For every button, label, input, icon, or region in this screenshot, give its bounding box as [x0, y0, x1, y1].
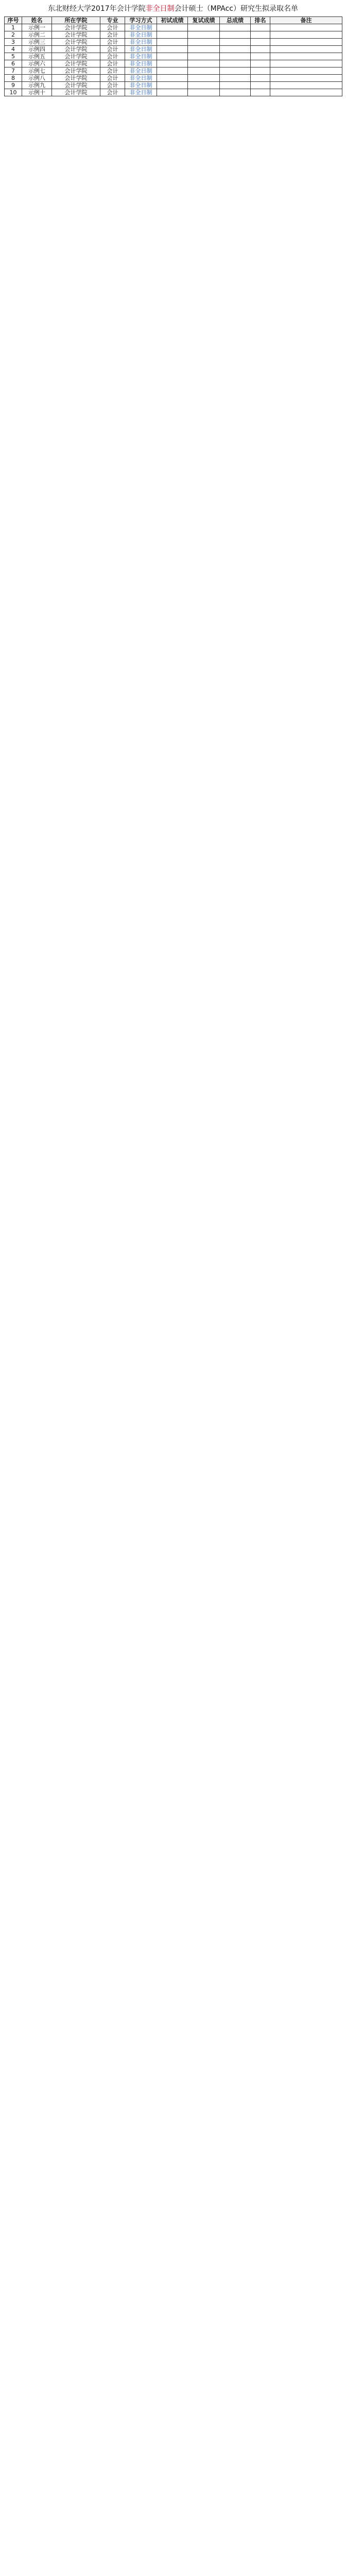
cell-major: 会计: [100, 24, 125, 31]
table-row: [5, 89, 342, 96]
cell-name: 示例七: [22, 67, 52, 75]
table-row: [5, 82, 342, 89]
table-row: [5, 39, 342, 46]
cell-rank: [251, 75, 270, 82]
cell-mode: 非全日制: [125, 67, 157, 75]
cell-college: 会计学院: [52, 60, 100, 67]
cell-college: 会计学院: [52, 82, 100, 89]
cell-rank: [251, 53, 270, 60]
cell-idx: 7: [5, 67, 22, 75]
cell-retest: [188, 67, 220, 75]
cell-major: 会计: [100, 46, 125, 53]
cell-college: 会计学院: [52, 75, 100, 82]
cell-name: 示例十: [22, 89, 52, 96]
cell-init: [157, 89, 188, 96]
cell-mode: 非全日制: [125, 89, 157, 96]
cell-major: 会计: [100, 82, 125, 89]
cell-init: [157, 39, 188, 46]
cell-retest: [188, 82, 220, 89]
cell-retest: [188, 31, 220, 39]
cell-name: 示例三: [22, 39, 52, 46]
cell-name: 示例五: [22, 53, 52, 60]
cell-init: [157, 82, 188, 89]
cell-total: [220, 89, 251, 96]
cell-retest: [188, 24, 220, 31]
cell-init: [157, 46, 188, 53]
cell-mode: 非全日制: [125, 46, 157, 53]
cell-name: 示例二: [22, 31, 52, 39]
cell-mode: 非全日制: [125, 82, 157, 89]
cell-major: 会计: [100, 39, 125, 46]
cell-mode: 非全日制: [125, 24, 157, 31]
cell-note: [270, 53, 342, 60]
cell-total: [220, 53, 251, 60]
cell-total: [220, 82, 251, 89]
cell-init: [157, 67, 188, 75]
cell-name: 示例八: [22, 75, 52, 82]
column-header: 学习方式: [125, 17, 157, 24]
cell-note: [270, 46, 342, 53]
cell-idx: 9: [5, 82, 22, 89]
column-header: 排名: [251, 17, 270, 24]
cell-idx: 6: [5, 60, 22, 67]
cell-total: [220, 24, 251, 31]
title-highlight: 非全日制: [145, 5, 175, 13]
cell-retest: [188, 75, 220, 82]
cell-major: 会计: [100, 53, 125, 60]
cell-total: [220, 67, 251, 75]
column-header: 总成绩: [220, 17, 251, 24]
cell-init: [157, 53, 188, 60]
column-header: 姓名: [22, 17, 52, 24]
cell-init: [157, 60, 188, 67]
cell-major: 会计: [100, 31, 125, 39]
column-header: 初试成绩: [157, 17, 188, 24]
cell-mode: 非全日制: [125, 53, 157, 60]
cell-college: 会计学院: [52, 24, 100, 31]
cell-init: [157, 31, 188, 39]
cell-note: [270, 67, 342, 75]
table-row: [5, 46, 342, 53]
cell-idx: 2: [5, 31, 22, 39]
table-body: [5, 24, 342, 96]
column-header: 专业: [100, 17, 125, 24]
cell-idx: 1: [5, 24, 22, 31]
cell-rank: [251, 60, 270, 67]
cell-total: [220, 60, 251, 67]
cell-total: [220, 75, 251, 82]
cell-college: 会计学院: [52, 89, 100, 96]
cell-note: [270, 31, 342, 39]
cell-note: [270, 75, 342, 82]
cell-college: 会计学院: [52, 67, 100, 75]
cell-init: [157, 75, 188, 82]
cell-rank: [251, 24, 270, 31]
cell-major: 会计: [100, 60, 125, 67]
cell-note: [270, 24, 342, 31]
cell-mode: 非全日制: [125, 31, 157, 39]
cell-college: 会计学院: [52, 53, 100, 60]
table-row: [5, 53, 342, 60]
table-row: [5, 24, 342, 31]
cell-major: 会计: [100, 89, 125, 96]
cell-note: [270, 39, 342, 46]
cell-mode: 非全日制: [125, 39, 157, 46]
cell-note: [270, 60, 342, 67]
cell-college: 会计学院: [52, 39, 100, 46]
cell-name: 示例四: [22, 46, 52, 53]
table-row: [5, 60, 342, 67]
cell-name: 示例一: [22, 24, 52, 31]
table-row: [5, 31, 342, 39]
table-row: [5, 67, 342, 75]
cell-retest: [188, 89, 220, 96]
column-header: 序号: [5, 17, 22, 24]
cell-idx: 3: [5, 39, 22, 46]
cell-rank: [251, 46, 270, 53]
cell-retest: [188, 60, 220, 67]
cell-major: 会计: [100, 75, 125, 82]
cell-rank: [251, 89, 270, 96]
cell-name: 示例六: [22, 60, 52, 67]
cell-rank: [251, 31, 270, 39]
cell-retest: [188, 46, 220, 53]
title-prefix: 东北财经大学2017年会计学院: [48, 5, 146, 13]
column-header: 所在学院: [52, 17, 100, 24]
cell-college: 会计学院: [52, 31, 100, 39]
cell-total: [220, 46, 251, 53]
admission-table: [4, 16, 342, 96]
cell-mode: 非全日制: [125, 60, 157, 67]
cell-mode: 非全日制: [125, 75, 157, 82]
cell-idx: 8: [5, 75, 22, 82]
cell-rank: [251, 67, 270, 75]
table-header-row: [5, 17, 342, 24]
column-header: 复试成绩: [188, 17, 220, 24]
cell-retest: [188, 39, 220, 46]
column-header: 备注: [270, 17, 342, 24]
cell-college: 会计学院: [52, 46, 100, 53]
cell-name: 示例九: [22, 82, 52, 89]
cell-note: [270, 89, 342, 96]
table-row: [5, 75, 342, 82]
cell-rank: [251, 82, 270, 89]
cell-note: [270, 82, 342, 89]
cell-rank: [251, 39, 270, 46]
cell-idx: 10: [5, 89, 22, 96]
cell-retest: [188, 53, 220, 60]
cell-idx: 4: [5, 46, 22, 53]
page-title: [4, 4, 342, 13]
title-suffix: 会计硕士（MPAcc）研究生拟录取名单: [174, 5, 298, 13]
cell-total: [220, 31, 251, 39]
cell-init: [157, 24, 188, 31]
cell-major: 会计: [100, 67, 125, 75]
cell-idx: 5: [5, 53, 22, 60]
cell-total: [220, 39, 251, 46]
